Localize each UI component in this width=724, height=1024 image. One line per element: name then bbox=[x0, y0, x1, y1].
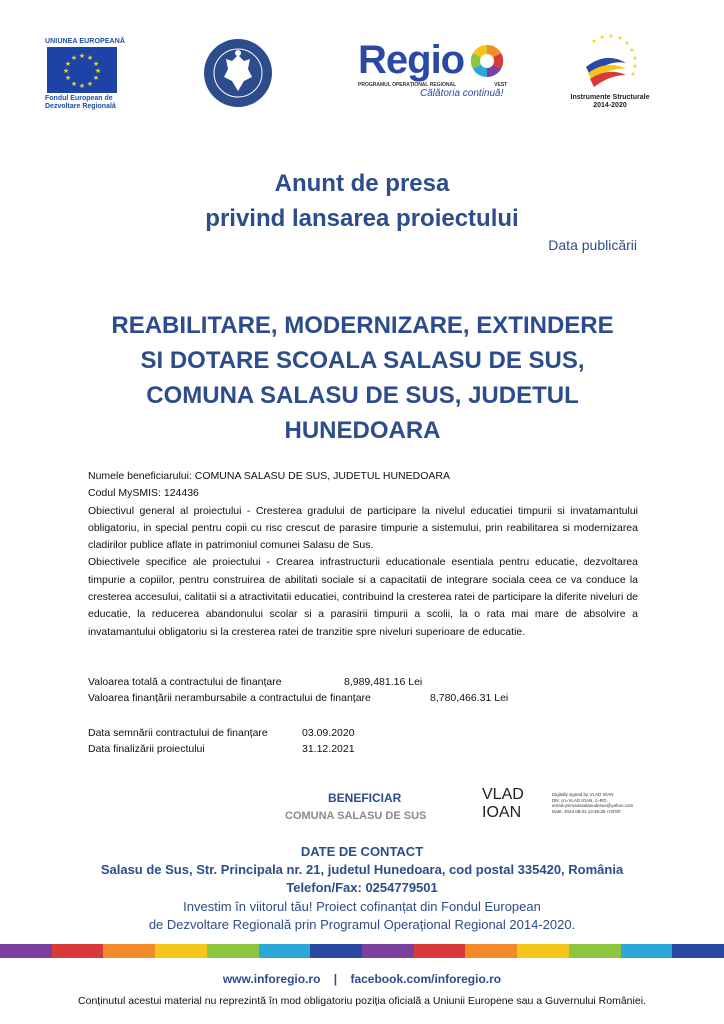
svg-text:★: ★ bbox=[617, 35, 623, 42]
signature-info-line: Date: 2023.08.01 13:49:35 +03'00' bbox=[552, 808, 621, 814]
eu-logo bbox=[45, 38, 127, 111]
nonrefundable-value: 8,780,466.31 Lei bbox=[430, 692, 509, 704]
signature-info-line: Digitally signed by VLAD IOAN bbox=[552, 792, 614, 797]
beneficiary-name: Numele beneficiarului: COMUNA SALASU DE SUS, JUDETUL HUNEDOARA bbox=[88, 470, 450, 482]
footer-links bbox=[0, 972, 724, 986]
svg-text:★: ★ bbox=[92, 60, 100, 68]
stripe-segment bbox=[103, 944, 155, 958]
svg-text:★: ★ bbox=[591, 38, 597, 45]
specific-objectives: Obiectivele specifice ale proiectului - Crearea infrastructurii educationale esentiala pentru educatie, dezvoltarea timpurie a copiilor, pentru construirea de abilitati sociale si a capacitatii de integrare sociala ceea ce va conduce la cresterea accesului, calitatii si a atractivitatii educatiei, contribuind la cresterea ratei de participare la diferite niveluri de educatie, la reducerea abandonului scolar si a parasirii timpurii a scolii, la o rata mai mare de absolvire a invatamantului obligatoriu si la cresterea ratei de tranzitie spre niveluri superioare de educatie. bbox=[88, 556, 638, 638]
beneficiary-heading: BENEFICIAR bbox=[328, 791, 402, 805]
signature-name bbox=[482, 786, 524, 822]
svg-text:★: ★ bbox=[624, 40, 630, 47]
total-value-row bbox=[88, 674, 282, 691]
signature-name-line: IOAN bbox=[482, 804, 522, 821]
svg-text:★: ★ bbox=[608, 33, 614, 40]
contact-address: Salasu de Sus, Str. Principala nr. 21, judetul Hunedoara, cod postal 335420, România bbox=[100, 862, 624, 877]
svg-text:★: ★ bbox=[632, 63, 638, 70]
project-title-line: SI DOTARE SCOALA SALASU DE SUS, bbox=[140, 347, 585, 374]
stripe-segment bbox=[672, 944, 724, 958]
svg-text:★: ★ bbox=[64, 60, 72, 68]
stripe-segment bbox=[414, 944, 466, 958]
end-date-label: Data finalizării proiectului bbox=[88, 743, 205, 755]
svg-text:★: ★ bbox=[629, 47, 635, 54]
eu-flag-icon bbox=[47, 47, 117, 93]
investment-line-1: Investim în viitorul tău! Proiect cofinanțat din Fondul European bbox=[183, 899, 541, 914]
svg-text:★: ★ bbox=[70, 80, 78, 88]
structural-instruments-title: Instrumente Structurale bbox=[570, 94, 650, 101]
regio-color-wheel-icon bbox=[470, 44, 504, 78]
signature-name-line: VLAD bbox=[482, 786, 524, 803]
svg-text:★: ★ bbox=[632, 55, 638, 62]
structural-instruments-icon bbox=[580, 33, 640, 89]
end-date-value: 31.12.2021 bbox=[302, 743, 355, 755]
signed-date-value: 03.09.2020 bbox=[302, 727, 355, 739]
contact-phone: Telefon/Fax: 0254779501 bbox=[286, 880, 438, 895]
structural-instruments-period: 2014-2020 bbox=[593, 102, 627, 109]
general-objective: Obiectivul general al proiectului - Cresterea gradului de participare la nivelul educatiei timpurii si invatamantului obligatoriu, in special pentru copii cu risc crescut de parasire timpurie a sistemului, prin reabilitarea si modernizarea cladirilor publice aflate in patrimoniul comunei Salasu de Sus. bbox=[88, 504, 638, 552]
stripe-segment bbox=[259, 944, 311, 958]
svg-text:★: ★ bbox=[92, 74, 100, 82]
mysmis-code: Codul MySMIS: 124436 bbox=[88, 487, 199, 500]
total-value: 8,989,481.16 Lei bbox=[344, 676, 423, 688]
stripe-segment bbox=[569, 944, 621, 958]
beneficiary-block-name: COMUNA SALASU DE SUS bbox=[285, 810, 427, 822]
disclaimer: Conținutul acestui material nu reprezintă în mod obligatoriu poziția oficială a Uniunii Europene sau a Guvernului României. bbox=[78, 995, 646, 1007]
svg-text:★: ★ bbox=[78, 52, 86, 60]
svg-text:★: ★ bbox=[64, 74, 72, 82]
signed-date-label: Data semnării contractului de finanțare bbox=[88, 727, 268, 739]
stripe-segment bbox=[155, 944, 207, 958]
government-seal-icon bbox=[202, 37, 274, 109]
color-stripe bbox=[0, 944, 724, 958]
project-details bbox=[88, 468, 638, 641]
svg-text:★: ★ bbox=[599, 34, 605, 41]
stripe-segment bbox=[465, 944, 517, 958]
announcement-subtitle: privind lansarea proiectului bbox=[205, 205, 519, 232]
svg-text:★: ★ bbox=[94, 67, 102, 75]
eu-logo-caption-2: Dezvoltare Regională bbox=[45, 103, 116, 110]
website-link[interactable]: www.inforegio.ro bbox=[222, 972, 321, 986]
project-title-line: REABILITARE, MODERNIZARE, EXTINDERE bbox=[111, 312, 614, 339]
project-title-line: HUNEDOARA bbox=[284, 417, 441, 444]
svg-text:★: ★ bbox=[86, 80, 94, 88]
signature-details bbox=[552, 792, 633, 814]
total-value-label: Valoarea totală a contractului de finanțare bbox=[88, 676, 282, 688]
announcement-title: Anunt de presa bbox=[274, 170, 450, 197]
footer-separator: | bbox=[333, 972, 338, 986]
project-title-line: COMUNA SALASU DE SUS, JUDETUL bbox=[146, 382, 579, 409]
stripe-segment bbox=[310, 944, 362, 958]
regio-tagline: Călătoria continuă! bbox=[420, 88, 504, 99]
project-title bbox=[90, 308, 635, 448]
structural-instruments-logo bbox=[565, 33, 655, 113]
nonrefundable-value-row bbox=[88, 690, 371, 707]
facebook-link[interactable]: facebook.com/inforegio.ro bbox=[350, 972, 502, 986]
publication-date-label: Data publicării bbox=[548, 237, 637, 253]
stripe-segment bbox=[52, 944, 104, 958]
stripe-segment bbox=[362, 944, 414, 958]
svg-text:★: ★ bbox=[86, 54, 94, 62]
stripe-segment bbox=[0, 944, 52, 958]
nonrefundable-value-label: Valoarea finanțării nerambursabile a contractului de finanțare bbox=[88, 692, 371, 704]
regio-logo bbox=[358, 40, 508, 105]
svg-text:★: ★ bbox=[78, 82, 86, 90]
regio-wordmark: Regio bbox=[358, 38, 465, 82]
signature-info-line: email=primariasalasudesus@yahoo.com bbox=[552, 803, 634, 808]
svg-text:★: ★ bbox=[62, 67, 70, 75]
investment-line-2: de Dezvoltare Regională prin Programul Operațional Regional 2014-2020. bbox=[148, 917, 576, 932]
regio-program-text: PROGRAMUL OPERAȚIONAL REGIONAL bbox=[358, 82, 457, 88]
svg-text:★: ★ bbox=[70, 54, 78, 62]
svg-text:★: ★ bbox=[630, 71, 636, 78]
contact-heading: DATE DE CONTACT bbox=[300, 844, 424, 859]
eu-logo-caption-1: Fondul European de bbox=[45, 95, 113, 102]
stripe-segment bbox=[517, 944, 569, 958]
regio-region-text: VEST bbox=[494, 82, 508, 88]
stripe-segment bbox=[621, 944, 673, 958]
signature-info-line: DN: cn=VLAD IOAN, c=RO, bbox=[552, 797, 608, 803]
stripe-segment bbox=[207, 944, 259, 958]
eu-logo-title: UNIUNEA EUROPEANĂ bbox=[45, 38, 126, 45]
